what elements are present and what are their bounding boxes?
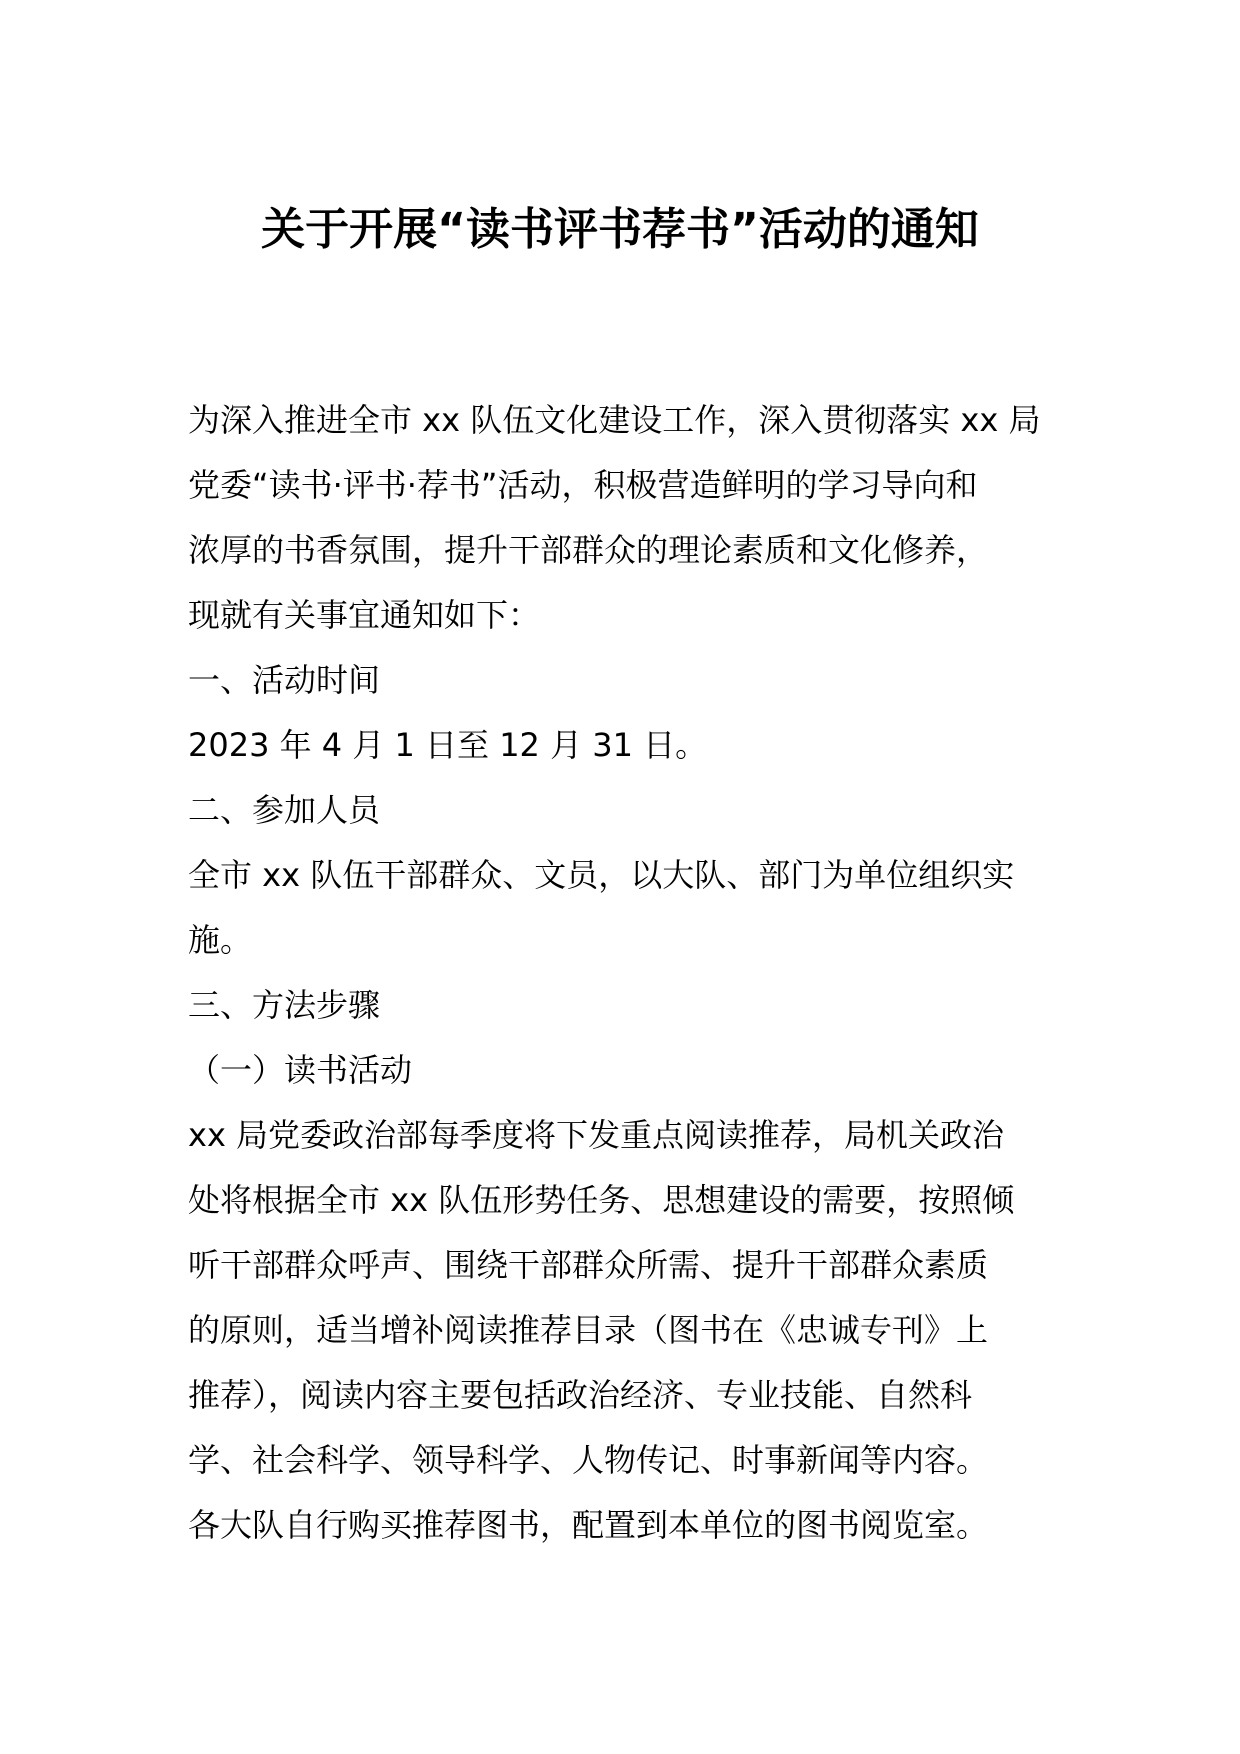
paragraph-line: xx 局党委政治部每季度将下发重点阅读推荐，局机关政治 — [188, 1116, 1005, 1154]
document-title: 关于开展“读书评书荐书”活动的通知 — [261, 204, 979, 255]
paragraph-line: 听干部群众呼声、围绕干部群众所需、提升干部群众素质 — [188, 1246, 989, 1284]
paragraph-line: 党委“读书·评书·荐书”活动，积极营造鲜明的学习导向和 — [188, 466, 978, 504]
document-body — [188, 388, 1068, 1558]
paragraph-line: 各大队自行购买推荐图书，配置到本单位的图书阅览室。 — [188, 1506, 989, 1544]
paragraph-line: 现就有关事宜通知如下： — [188, 596, 541, 634]
subsection-heading-reading-activity: （一）读书活动 — [188, 1051, 413, 1089]
paragraph-line: 施。 — [188, 921, 253, 959]
paragraph-line: 推荐），阅读内容主要包括政治经济、专业技能、自然科 — [188, 1376, 973, 1414]
paragraph-line: 为深入推进全市 xx 队伍文化建设工作，深入贯彻落实 xx 局 — [188, 401, 1041, 439]
section-heading-method-steps: 三、方法步骤 — [188, 986, 381, 1024]
paragraph-line: 全市 xx 队伍干部群众、文员，以大队、部门为单位组织实 — [188, 856, 1015, 894]
section-heading-activity-time: 一、活动时间 — [188, 661, 381, 699]
paragraph-line: 的原则，适当增补阅读推荐目录（图书在《忠诚专刊》上 — [188, 1311, 989, 1349]
paragraph-line: 浓厚的书香氛围，提升干部群众的理论素质和文化修养， — [188, 531, 989, 569]
section-heading-participants: 二、参加人员 — [188, 791, 381, 829]
paragraph-line: 2023 年 4 月 1 日至 12 月 31 日。 — [188, 726, 708, 764]
paragraph-line: 处将根据全市 xx 队伍形势任务、思想建设的需要，按照倾 — [188, 1181, 1015, 1219]
paragraph-line: 学、社会科学、领导科学、人物传记、时事新闻等内容。 — [188, 1441, 989, 1479]
